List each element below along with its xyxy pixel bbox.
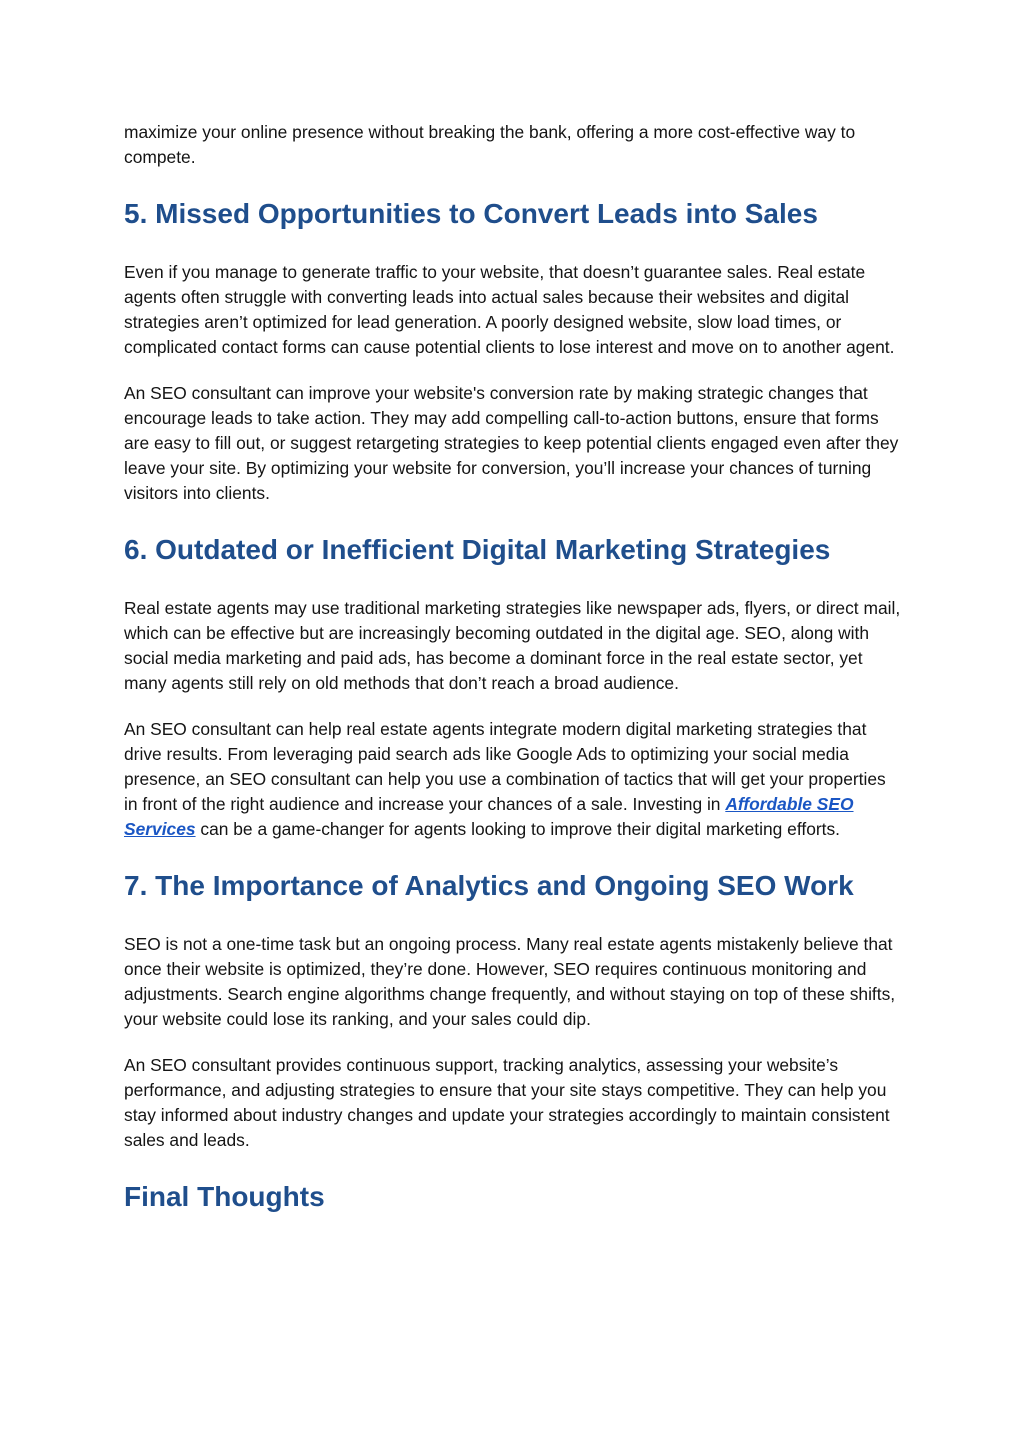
section-6-heading: 6. Outdated or Inefficient Digital Marketing Strategies	[124, 534, 831, 565]
section-5-heading: 5. Missed Opportunities to Convert Leads into Sales	[124, 198, 818, 229]
intro-paragraph: maximize your online presence without breaking the bank, offering a more cost-effective way to compete.	[124, 122, 856, 167]
section-6-paragraph-2-text-after: can be a game-changer for agents looking to improve their digital marketing efforts.	[195, 819, 841, 839]
document-page	[124, 120, 904, 1214]
section-5-paragraph-1: Even if you manage to generate traffic to your website, that doesn’t guarantee sales. Real estate agents often struggle with converting leads into actual sales because their websites and digital strategies aren’t optimized for lead generation. A poorly designed website, slow load times, or complicated contact forms can cause potential clients to lose interest and move on to another agent.	[124, 262, 895, 357]
section-6-paragraph-2-text-before: An SEO consultant can help real estate agents integrate modern digital marketing strategies that drive results. From leveraging paid search ads like Google Ads to optimizing your social media presence, an SEO consultant can help you use a combination of tactics that will get your properties in front of the right audience and increase your chances of a sale. Investing in	[124, 719, 886, 814]
section-6-paragraph-2	[124, 717, 904, 842]
section-7-heading: 7. The Importance of Analytics and Ongoing SEO Work	[124, 870, 854, 901]
section-7-paragraph-2: An SEO consultant provides continuous support, tracking analytics, assessing your website’s performance, and adjusting strategies to ensure that your site stays competitive. They can help you stay informed about industry changes and update your strategies accordingly to maintain consistent sales and leads.	[124, 1055, 890, 1150]
final-thoughts-heading: Final Thoughts	[124, 1181, 325, 1212]
section-6-paragraph-1: Real estate agents may use traditional marketing strategies like newspaper ads, flyers, or direct mail, which can be effective but are increasingly becoming outdated in the digital age. SEO, along with social media marketing and paid ads, has become a dominant force in the real estate sector, yet many agents still rely on old methods that don’t reach a broad audience.	[124, 598, 901, 693]
section-5-paragraph-2: An SEO consultant can improve your website's conversion rate by making strategic changes that encourage leads to take action. They may add compelling call-to-action buttons, ensure that forms are easy to fill out, or suggest retargeting strategies to keep potential clients engaged even after they leave your site. By optimizing your website for conversion, you’ll increase your chances of turning visitors into clients.	[124, 383, 899, 503]
section-7-paragraph-1: SEO is not a one-time task but an ongoing process. Many real estate agents mistakenly believe that once their website is optimized, they’re done. However, SEO requires continuous monitoring and adjustments. Search engine algorithms change frequently, and without staying on top of these shifts, your website could lose its ranking, and your sales could dip.	[124, 934, 896, 1029]
affordable-seo-services-link[interactable]: Affordable SEO Services	[124, 794, 854, 839]
